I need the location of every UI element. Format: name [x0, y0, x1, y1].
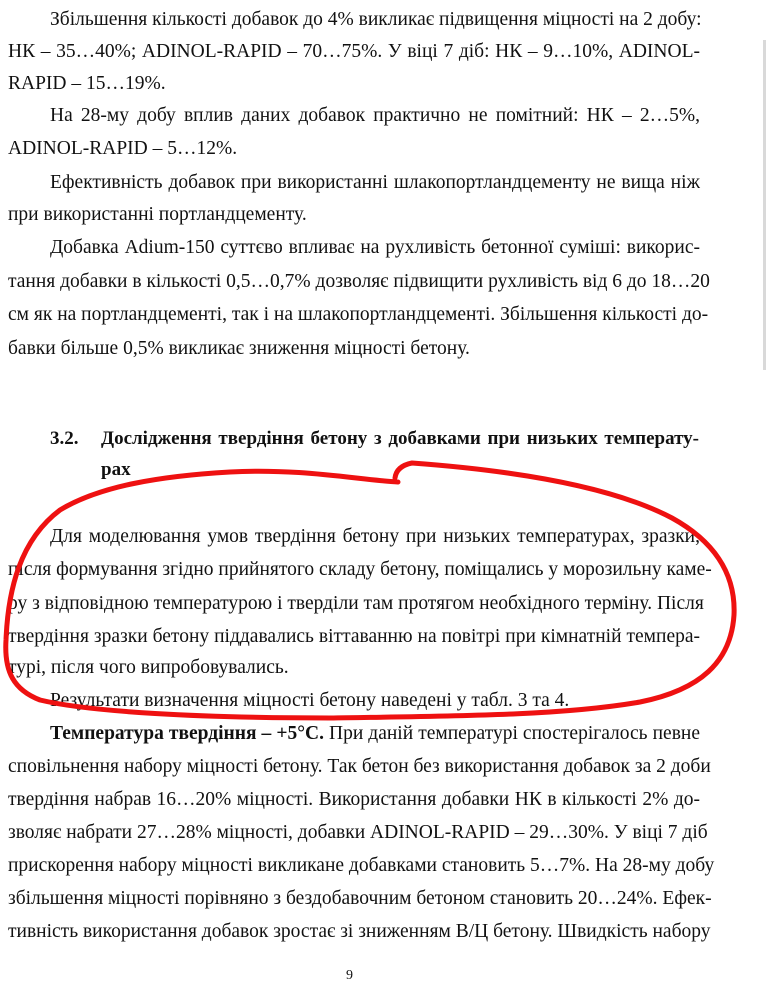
paragraph7-bold-lead: Температура твердіння – +5°С.	[50, 723, 324, 744]
paragraph5-line1: Для моделювання умов твердіння бетону при низьких температурах, зразки,	[50, 526, 700, 547]
paragraph6-line1: Результати визначення міцності бетону наведені у табл. 3 та 4.	[50, 690, 570, 711]
paragraph1-line3: RAPID – 15…19%.	[8, 73, 166, 94]
paragraph7-line1	[50, 722, 700, 746]
paragraph5-line2: після формування згідно прийнятого складу бетону, поміщались у морозильну каме-	[8, 559, 712, 580]
scan-edge-shadow	[763, 40, 766, 370]
paragraph1-line1: Збільшення кількості добавок до 4% викликає підвищення міцності на 2 добу:	[50, 9, 702, 30]
paragraph5-line4: твердіння зразки бетону піддавались віттаванню на повітрі при кімнатній темпера-	[8, 626, 700, 647]
section-title-line1: Дослідження твердіння бетону з добавками при низьких температу-	[101, 428, 699, 449]
paragraph7-line5: прискорення набору міцності викликане добавками становить 5…7%. На 28-му добу	[8, 855, 715, 876]
page-number: 9	[346, 968, 353, 983]
paragraph4-line3: см як на портландцементі, так і на шлакопортландцементі. Збільшення кількості до-	[8, 304, 709, 325]
paragraph5-line3: ру з відповідною температурою і тверділи там протягом необхідного терміну. Після	[8, 593, 704, 614]
section-title-line2: рах	[101, 459, 131, 480]
paragraph7-line6: збільшення міцності порівняно з бездобавочним бетоном становить 20…24%. Ефек-	[8, 888, 712, 909]
section-number: 3.2.	[50, 428, 79, 449]
paragraph3-line1: Ефективність добавок при використанні шлакопортландцементу не вища ніж	[50, 172, 700, 193]
paragraph4-line2: тання добавки в кількості 0,5…0,7% дозволяє підвищити рухливість від 6 до 18…20	[8, 271, 710, 292]
paragraph2-line2: ADINOL-RAPID – 5…12%.	[8, 138, 238, 159]
paragraph4-line4: бавки більше 0,5% викликає зниження міцності бетону.	[8, 338, 470, 359]
paragraph7-line3: твердіння набрав 16…20% міцності. Використання добавки НК в кількості 2% до-	[8, 789, 700, 810]
paragraph2-line1: На 28-му добу вплив даних добавок практично не помітний: НК – 2…5%,	[50, 105, 700, 126]
paragraph4-line1: Добавка Adium-150 суттєво впливає на рухливість бетонної суміші: викорис-	[50, 237, 700, 258]
paragraph5-line5: турі, після чого випробовувались.	[8, 657, 289, 678]
paragraph7-line7: тивність використання добавок зростає зі зниженням В/Ц бетону. Швидкість набору	[8, 921, 711, 942]
paragraph1-line2: НК – 35…40%; ADINOL-RAPID – 70…75%. У віці 7 діб: НК – 9…10%, ADINOL-	[8, 41, 700, 62]
paragraph7-line4: зволяє набрати 27…28% міцності, добавки ADINOL-RAPID – 29…30%. У віці 7 діб	[8, 822, 708, 843]
paragraph7-line2: сповільнення набору міцності бетону. Так бетон без використання добавок за 2 доби	[8, 756, 711, 777]
paragraph7-line1-rest: При даній температурі спостерігалось певне	[323, 723, 700, 744]
paragraph3-line2: при використанні портландцементу.	[8, 204, 307, 225]
